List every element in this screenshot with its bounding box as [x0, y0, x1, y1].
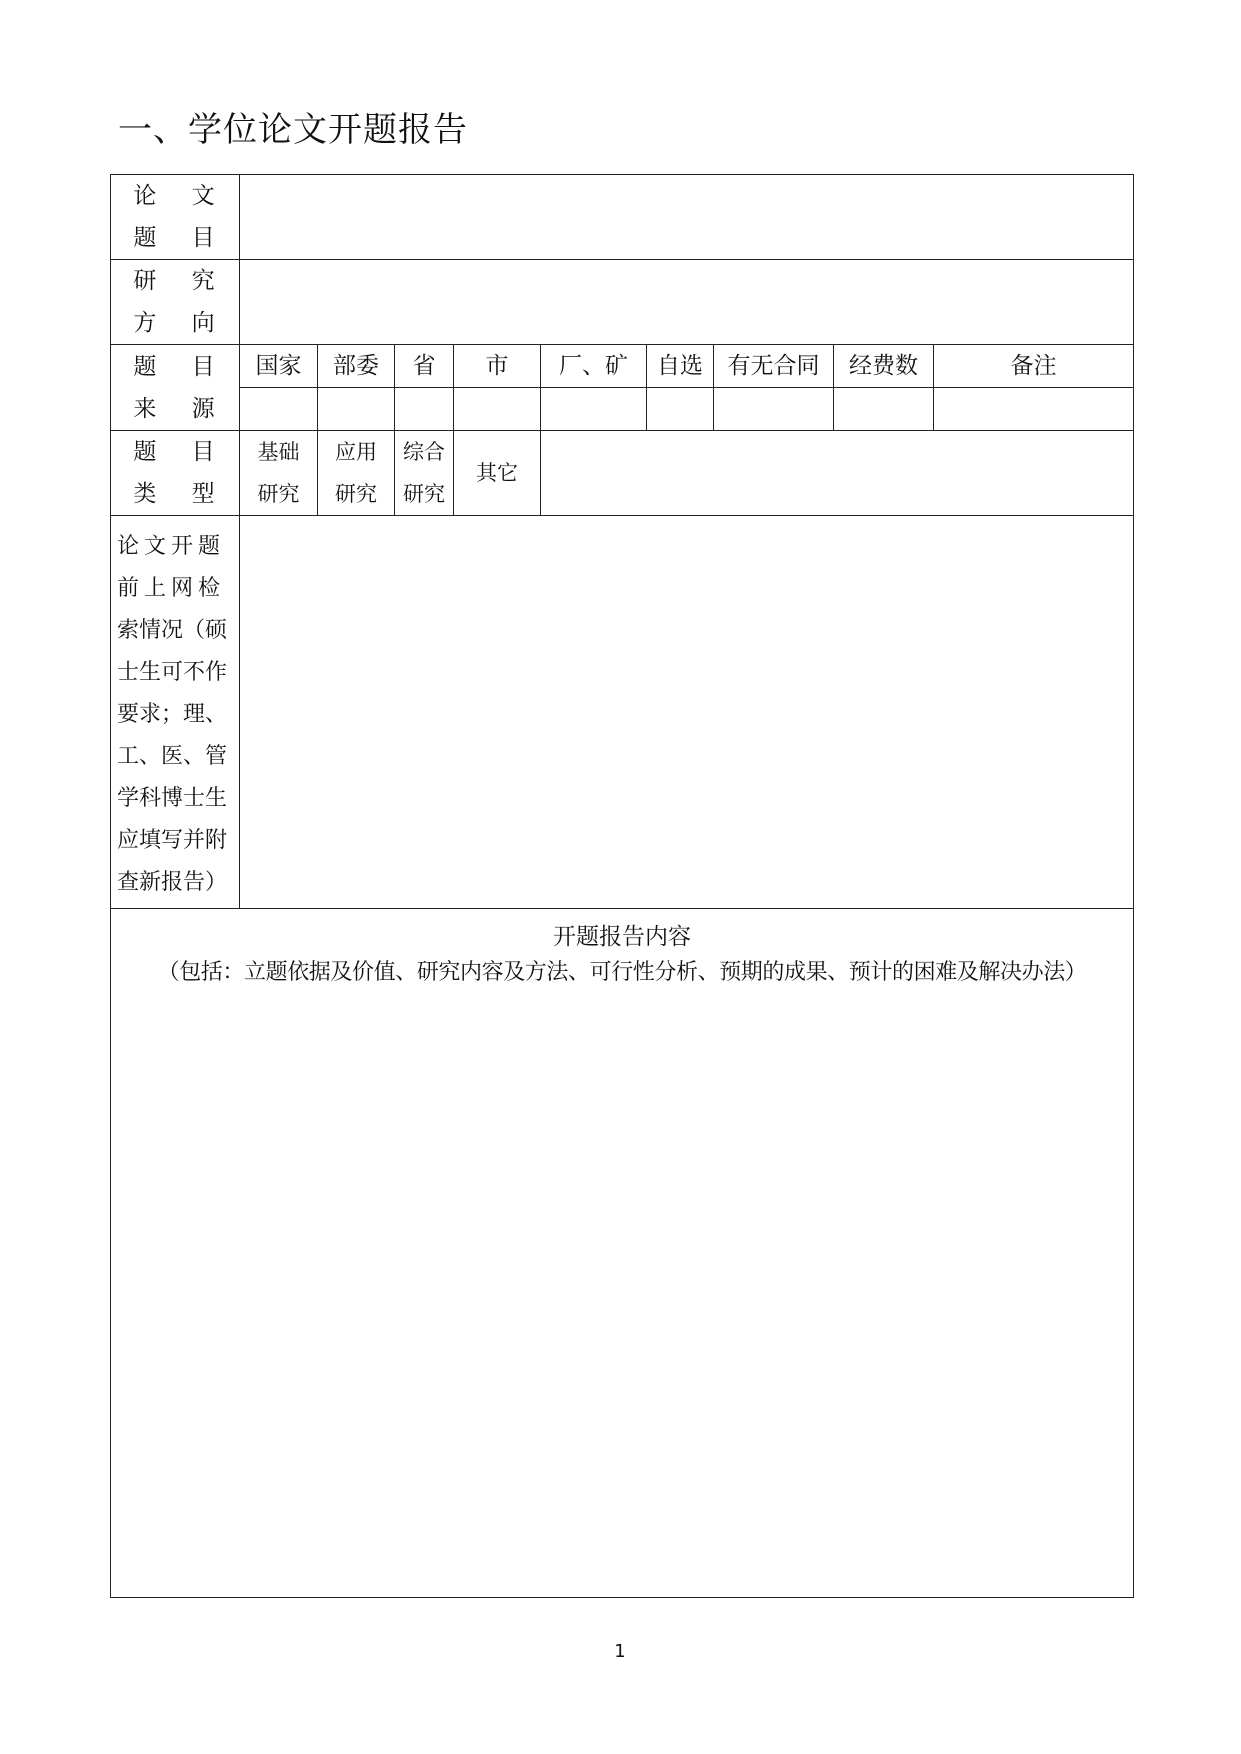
- proposal-form-table: [110, 174, 1134, 1598]
- source-national-field[interactable]: [240, 388, 318, 431]
- source-col-contract: 有无合同: [714, 345, 834, 388]
- page-number: 1: [614, 1641, 626, 1662]
- source-col-factory-mine: 厂、矿: [541, 345, 647, 388]
- page-title: 一、学位论文开题报告: [118, 110, 468, 150]
- search-status-field[interactable]: [240, 516, 1134, 909]
- topic-source-value-row: [111, 388, 1134, 431]
- topic-type-row: [111, 431, 1134, 516]
- report-content-row: [111, 909, 1134, 1598]
- source-ministry-field[interactable]: [318, 388, 395, 431]
- type-applied-research[interactable]: 应用 研究: [318, 431, 395, 516]
- source-self-selected-field[interactable]: [647, 388, 714, 431]
- source-col-funding: 经费数: [834, 345, 934, 388]
- report-content-field[interactable]: [111, 909, 1134, 1598]
- topic-source-header-row: [111, 345, 1134, 388]
- source-funding-field[interactable]: [834, 388, 934, 431]
- research-direction-label: 研 究 方 向: [111, 260, 240, 345]
- thesis-title-field[interactable]: [240, 175, 1134, 260]
- report-content-title: 开题报告内容: [553, 924, 691, 950]
- type-comprehensive-research[interactable]: 综合 研究: [395, 431, 454, 516]
- type-basic-research[interactable]: 基础 研究: [240, 431, 318, 516]
- source-col-remarks: 备注: [934, 345, 1134, 388]
- source-city-field[interactable]: [454, 388, 541, 431]
- research-direction-row: [111, 260, 1134, 345]
- source-col-city: 市: [454, 345, 541, 388]
- source-factory-mine-field[interactable]: [541, 388, 647, 431]
- report-content-hint: （包括：立题依据及价值、研究内容及方法、可行性分析、预期的成果、预计的困难及解决办法）: [157, 960, 1087, 985]
- source-contract-field[interactable]: [714, 388, 834, 431]
- research-direction-field[interactable]: [240, 260, 1134, 345]
- source-remarks-field[interactable]: [934, 388, 1134, 431]
- type-other[interactable]: 其它: [454, 431, 541, 516]
- topic-type-field[interactable]: [541, 431, 1134, 516]
- source-col-ministry: 部委: [318, 345, 395, 388]
- thesis-title-label: 论 文 题 目: [111, 175, 240, 260]
- search-status-row: [111, 516, 1134, 909]
- thesis-title-row: [111, 175, 1134, 260]
- search-status-label: 论文开题 前上网检 索情况（硕 士生可不作 要求；理、 工、医、管 学科博士生 应填写并附 查新报告）: [111, 516, 240, 909]
- topic-type-label: 题 目 类 型: [111, 431, 240, 516]
- source-col-province: 省: [395, 345, 454, 388]
- source-col-self-selected: 自选: [647, 345, 714, 388]
- source-col-national: 国家: [240, 345, 318, 388]
- topic-source-label: 题 目 来 源: [111, 345, 240, 431]
- source-province-field[interactable]: [395, 388, 454, 431]
